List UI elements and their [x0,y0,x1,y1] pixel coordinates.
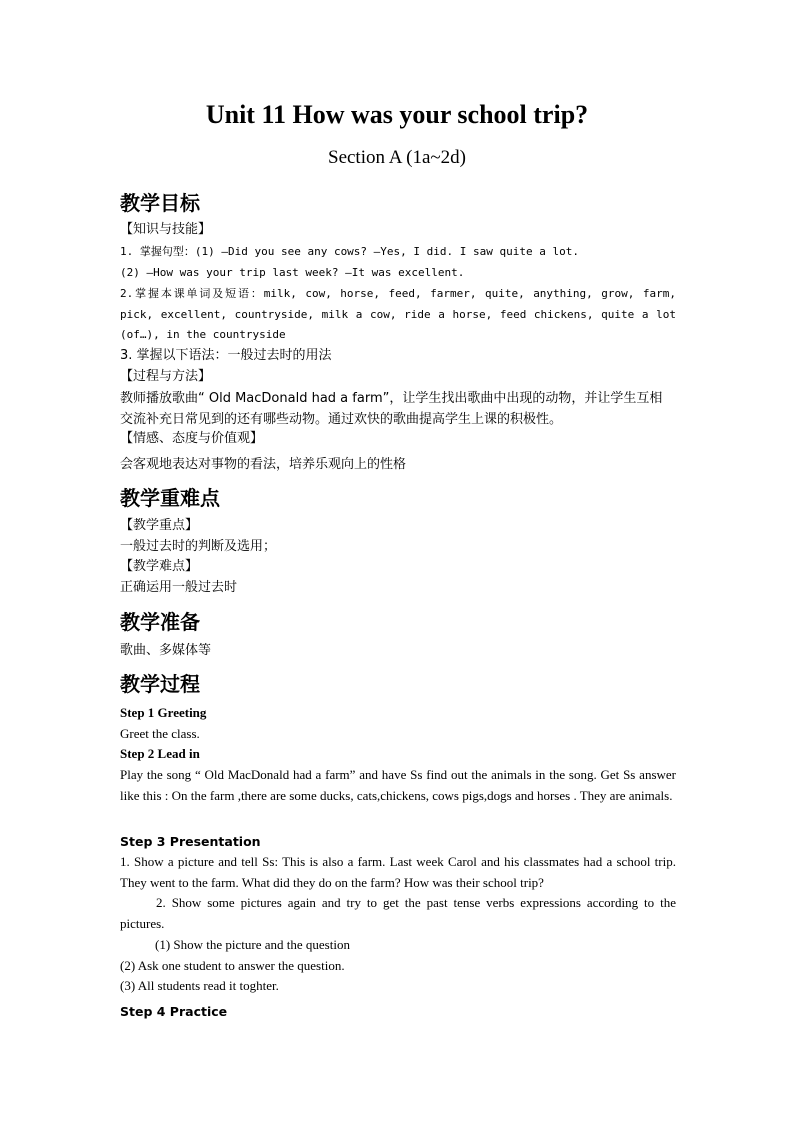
step2-title: Step 2 Lead in [120,746,200,761]
procedure-heading: 教学过程 [120,672,200,696]
preparation-heading: 教学准备 [120,610,200,634]
step1-text: Greet the class. [120,726,200,741]
difficulty-text: 正确运用一般过去时 [120,580,238,595]
focus-label: 【教学重点】 [120,518,199,533]
step3-title: Step 3 Presentation [120,834,261,849]
emotion-label: 【情感、态度与价值观】 [120,431,264,446]
process-label: 【过程与方法】 [120,369,212,384]
objectives-heading: 教学目标 [120,191,200,215]
emotion-text: 会客观地表达对事物的看法，培养乐观向上的性格 [120,457,407,472]
document-title: Unit 11 How was your school trip? [205,100,589,129]
preparation-text: 歌曲、多媒体等 [120,643,212,658]
vocabulary-list: 2.掌握本课单词及短语：milk, cow, horse, feed, farmer, quite, anything, grow, farm, pick, excellent, countryside, milk a cow, ride a horse, feed chickens, quite a lot (of…), in the countryside [120,287,676,341]
difficulty-label: 【教学难点】 [120,559,199,574]
step1-title: Step 1 Greeting [120,705,207,720]
grammar-objective: 3. 掌握以下语法：一般过去时的用法 [120,348,332,363]
process-text: 教师播放歌曲“ Old MacDonald had a farm”，让学生找出歌曲中出现的动物，并让学生互相交流补充日常见到的还有哪些动物。通过欢快的歌曲提高学生上课的积极性。 [120,391,663,427]
step3-substep-2: (2) Ask one student to answer the question. [120,958,345,973]
keypoints-heading: 教学重难点 [120,486,220,510]
step3-substep-3: (3) All students read it toghter. [120,978,279,993]
step3-paragraph-2: 2. Show some pictures again and try to get the past tense verbs expressions according to the pictures. [120,895,676,931]
sentence-pattern-1: 1. 掌握句型：(1) —Did you see any cows? —Yes, I did. I saw quite a lot. [120,245,579,258]
document-subtitle: Section A (1a~2d) [328,147,466,168]
step4-title: Step 4 Practice [120,1004,228,1019]
sentence-pattern-2: (2) —How was your trip last week? —It was excellent. [120,266,465,279]
step3-paragraph-1: 1. Show a picture and tell Ss: This is also a farm. Last week Carol and his classmates had a school trip. They went to the farm. What did they do on the farm? How was their school trip? [120,854,676,890]
knowledge-label: 【知识与技能】 [120,222,212,237]
focus-text: 一般过去时的判断及选用； [120,539,277,554]
step2-text: Play the song “ Old MacDonald had a farm” and have Ss find out the animals in the song. Get Ss answer like this : On the farm ,there are some ducks, cats,chickens, cows pigs,dogs and horses . They are animals. [120,767,676,803]
step3-substep-1: (1) Show the picture and the question [155,937,350,952]
